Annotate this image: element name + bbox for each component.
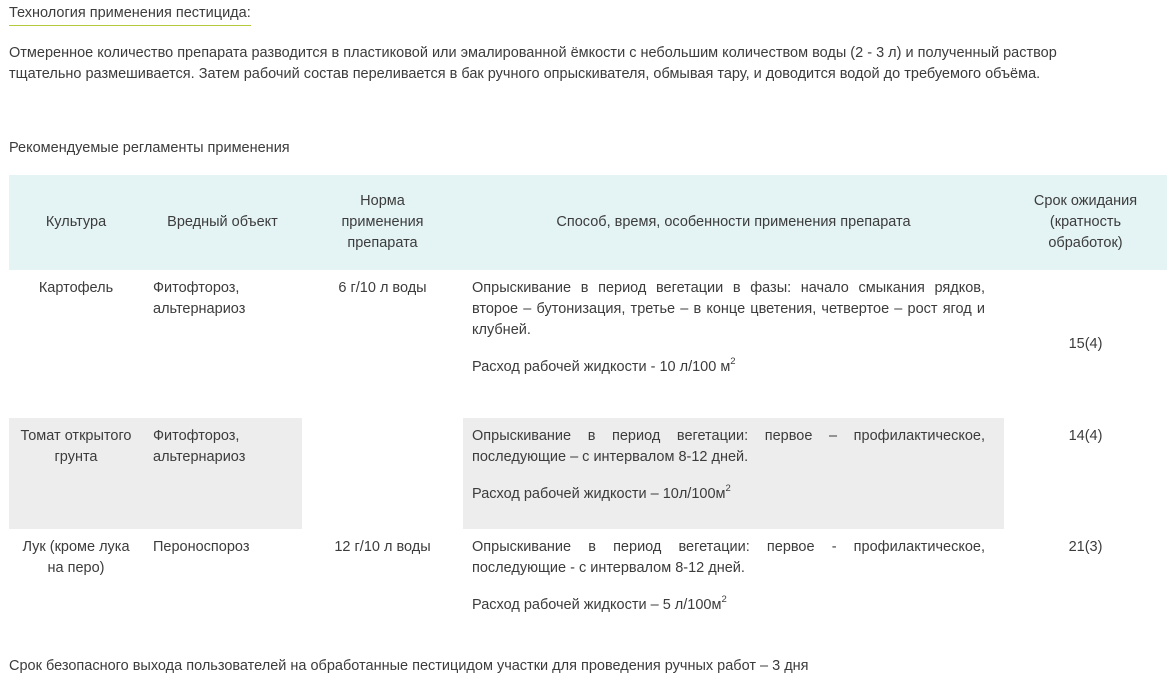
method-text: Опрыскивание в период вегетации: первое - профилактическое, последующие - с интервалом 8-12 дней. <box>472 539 985 576</box>
table-row <box>9 270 1167 418</box>
header-method: Способ, время, особенности применения препарата <box>463 175 1004 270</box>
cell-wait: 15(4) <box>1068 335 1103 352</box>
technology-text-line: тщательно размешивается. Затем рабочий состав переливается в бак ручного опрыскивателя, обмывая тару, и доводится водой до требуемого объёма. <box>9 66 1041 82</box>
cell-rate: 6 г/10 л воды <box>338 280 427 296</box>
method-text: Опрыскивание в период вегетации: первое – профилактическое, последующие – с интервалом 8-12 дней. <box>472 428 985 465</box>
unit-superscript: 2 <box>721 594 727 605</box>
header-pest: Вредный объект <box>143 175 302 270</box>
table-row <box>9 529 1167 640</box>
header-wait: Срок ожидания (кратность обработок) <box>1004 175 1167 270</box>
regulations-table <box>9 175 1167 640</box>
cell-method <box>463 270 1004 418</box>
safe-exit-note: Срок безопасного выхода пользователей на обработанные пестицидом участки для проведения ручных работ – 3 дня <box>9 658 809 674</box>
consumption-value: Расход рабочей жидкости – 5 л/100м <box>472 597 722 613</box>
consumption-text <box>472 484 985 505</box>
cell-method <box>463 529 1004 640</box>
cell-pest: Фитофтороз, альтернариоз <box>143 418 302 529</box>
cell-crop: Томат открытого грунта <box>9 418 143 529</box>
unit-superscript: 2 <box>730 356 736 367</box>
cell-pest: Фитофтороз, альтернариоз <box>153 280 246 317</box>
table-header-row <box>9 175 1167 270</box>
cell-pest: Пероноспороз <box>153 539 250 555</box>
cell-wait: 21(3) <box>1068 539 1103 555</box>
consumption-text <box>472 357 985 378</box>
method-text: Опрыскивание в период вегетации в фазы: начало смыкания рядков, второе – бутонизация, третье – в конце цветения, четвертое – рост ягод и клубней. <box>472 280 985 338</box>
cell-crop: Картофель <box>38 280 114 296</box>
header-crop: Культура <box>9 175 143 270</box>
regulations-title: Рекомендуемые регламенты применения <box>9 140 290 156</box>
consumption-value: Расход рабочей жидкости – 10л/100м <box>472 486 726 502</box>
technology-description <box>9 43 1171 85</box>
consumption-value: Расход рабочей жидкости - 10 л/100 м <box>472 359 731 375</box>
cell-rate <box>302 418 463 529</box>
cell-wait: 14(4) <box>1068 428 1103 444</box>
cell-method <box>463 418 1004 529</box>
technology-text-line: Отмеренное количество препарата разводится в пластиковой или эмалированной ёмкости с небольшим количеством воды (2 - 3 л) и полученный раствор <box>9 45 1057 61</box>
header-rate: Норма применения препарата <box>302 175 463 270</box>
table-row <box>9 418 1167 529</box>
unit-superscript: 2 <box>725 483 731 494</box>
cell-rate: 12 г/10 л воды <box>334 539 431 555</box>
consumption-text <box>472 595 985 616</box>
technology-title: Технология применения пестицида: <box>9 4 251 26</box>
cell-crop: Лук (кроме лука на перо) <box>9 529 143 640</box>
